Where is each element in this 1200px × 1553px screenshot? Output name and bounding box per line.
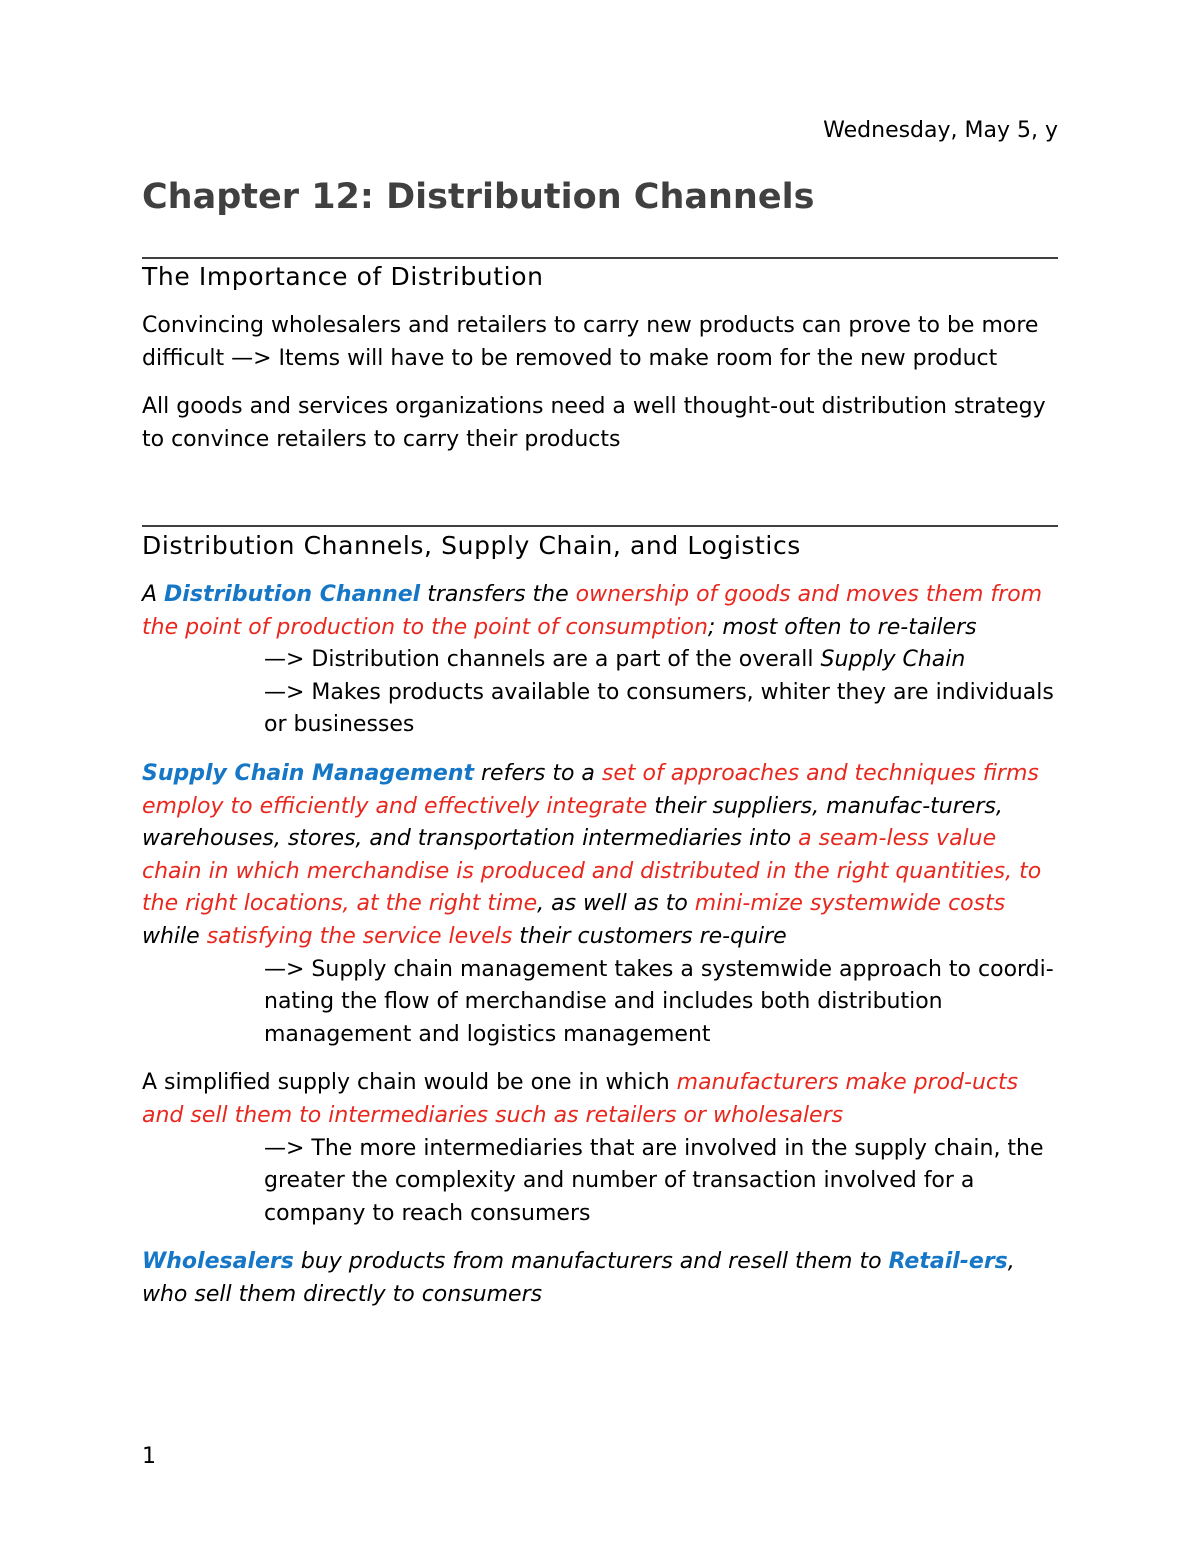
bullet: —> Distribution channels are a part of the overall Supply Chain <box>264 647 966 673</box>
paragraph-supply-chain-management: Supply Chain Management refers to a set of approaches and techniques firms employ to efficiently and effectively integrate their suppliers, manufac-turers, warehouses, stores, and transportation intermediaries into a seam-less value chain in which merchandise is produced and distributed in the right quantities, to the right locations, at the right time, as well as to mini-mize systemwide costs while satisfying the service levels their customers re-quire <box>142 760 1042 949</box>
term-supply-chain-management: Supply Chain Management <box>142 760 474 786</box>
paragraph: Convincing wholesalers and retailers to carry new products can prove to be more difficult —> Items will have to be removed to make room for the new product <box>142 313 1039 371</box>
header-date: Wednesday, May 5, y <box>823 118 1058 143</box>
paragraph-distribution-channel: A Distribution Channel transfers the ownership of goods and moves them from the point of production to the point of consumption; most often to re-tailers <box>142 582 1043 640</box>
bullet: —> Supply chain management takes a systemwide approach to coordi-nating the flow of merchandise and includes both distribution management and logistics management <box>264 956 1054 1047</box>
term-retailers: Retail-ers <box>888 1249 1008 1275</box>
paragraph-wholesalers: Wholesalers buy products from manufacturers and resell them to Retail-ers, who sell them directly to consumers <box>142 1249 1015 1307</box>
page-number: 1 <box>142 1444 156 1469</box>
section-heading-importance: The Importance of Distribution <box>142 262 544 291</box>
section-channels-body <box>142 579 1062 1311</box>
term-wholesalers: Wholesalers <box>142 1249 294 1275</box>
paragraph-simplified-supply-chain: A simplified supply chain would be one in which manufacturers make prod-ucts and sell them to intermediaries such as retailers or wholesalers <box>142 1070 1019 1128</box>
chapter-title: Chapter 12: Distribution Channels <box>142 177 815 217</box>
section-divider <box>142 525 1058 527</box>
bullet: —> Makes products available to consumers, whiter they are individuals or businesses <box>264 679 1054 738</box>
term-distribution-channel: Distribution Channel <box>164 582 421 607</box>
section-heading-channels: Distribution Channels, Supply Chain, and Logistics <box>142 531 801 560</box>
section-importance-body <box>142 310 1062 456</box>
bullet: —> The more intermediaries that are involved in the supply chain, the greater the complexity and number of transaction involved for a company to reach consumers <box>264 1135 1044 1226</box>
paragraph: All goods and services organizations need a well thought-out distribution strategy to convince retailers to carry their products <box>142 394 1046 452</box>
